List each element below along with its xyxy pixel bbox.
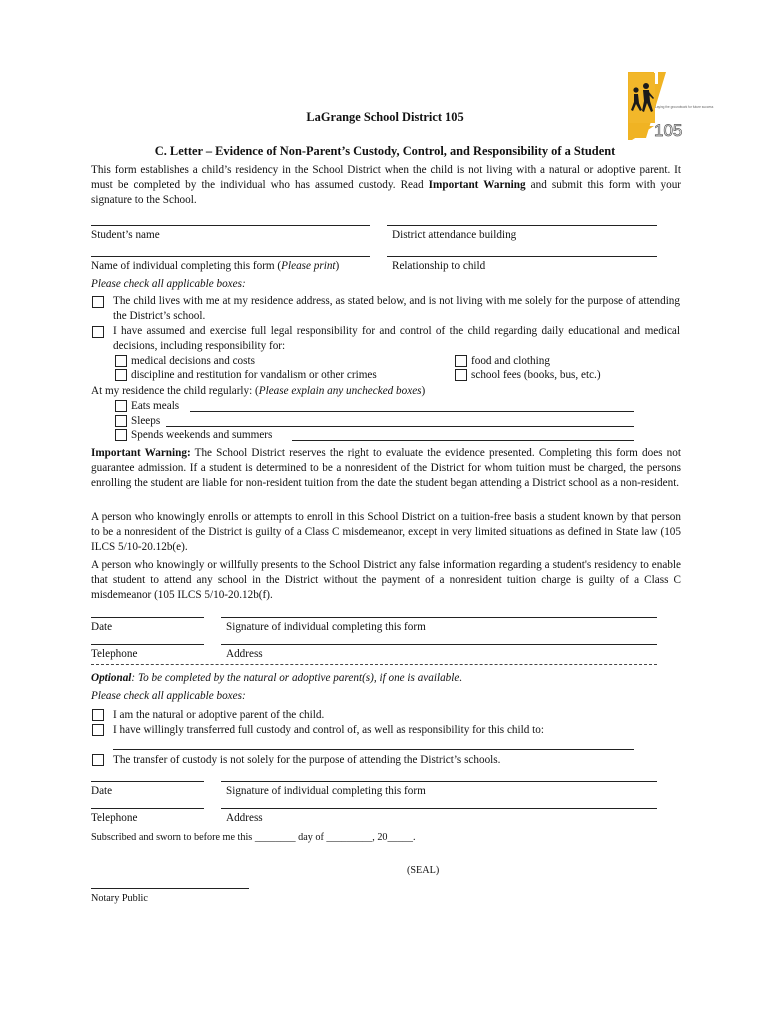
- sleeps-line[interactable]: [166, 426, 634, 427]
- eats-checkbox[interactable]: [115, 400, 127, 412]
- discipline-checkbox[interactable]: [115, 369, 127, 381]
- not-solely-checkbox[interactable]: [92, 754, 104, 766]
- sworn-statement: Subscribed and sworn to before me this ________ day of _________, 20_____.: [91, 832, 416, 843]
- logo-tagline: Laying the groundwork for future success: [655, 105, 714, 109]
- natural-parent-label: I am the natural or adoptive parent of the child.: [113, 709, 325, 721]
- food-checkbox[interactable]: [455, 355, 467, 367]
- district-logo: [624, 70, 714, 142]
- telephone-label-1: Telephone: [91, 648, 138, 660]
- relationship-line[interactable]: [387, 256, 657, 257]
- section-divider: [91, 664, 657, 665]
- date-label-2: Date: [91, 785, 113, 797]
- important-warning-label: Important Warning:: [91, 447, 191, 459]
- eats-label: Eats meals: [131, 400, 180, 412]
- optional-check-all: Please check all applicable boxes:: [91, 690, 246, 702]
- address-line-2[interactable]: [221, 808, 657, 809]
- telephone-label-2: Telephone: [91, 812, 138, 824]
- transferred-custody-label: I have willingly transferred full custody and control of, as well as responsibility for this child to:: [113, 724, 544, 736]
- optional-label: Optional: [91, 672, 132, 684]
- weekends-line[interactable]: [292, 440, 634, 441]
- notary-signature-line[interactable]: [91, 888, 249, 889]
- student-name-label: Student’s name: [91, 229, 160, 241]
- weekends-label: Spends weekends and summers: [131, 429, 273, 441]
- district-building-line[interactable]: [387, 225, 657, 226]
- transferred-custody-checkbox[interactable]: [92, 724, 104, 736]
- signature-line-1[interactable]: [221, 617, 657, 618]
- check-all-heading: Please check all applicable boxes:: [91, 278, 246, 290]
- intro-paragraph: This form establishes a child’s residency in the School District when the child is not living with a natural or adoptive parent. It must be completed by the individual who has assumed custody. Read Important Warning and submit this form with your signature to the School.: [91, 164, 682, 206]
- completer-name-label: Name of individual completing this form (Please print): [91, 260, 340, 272]
- lives-with-me-text: The child lives with me at my residence address, as stated below, and is not living with me solely for the purpose of attending the District’s school.: [113, 295, 680, 322]
- logo-number: 105: [654, 121, 683, 140]
- sleeps-checkbox[interactable]: [115, 415, 127, 427]
- address-label-2: Address: [226, 812, 263, 824]
- telephone-line-1[interactable]: [91, 644, 204, 645]
- school-crossing-logo-icon: [624, 70, 714, 142]
- address-line-1[interactable]: [221, 644, 657, 645]
- medical-label: medical decisions and costs: [131, 355, 255, 367]
- enrollment-paragraph: A person who knowingly enrolls or attempts to enroll in this School District on a tuition-free basis a student known by that person to be a nonresident of the District is guilty of a Class C misdemeanor, except in very limited situations as defined in State law (105 ILCS 5/10-20.12b(e).: [91, 511, 681, 553]
- responsibility-checkbox[interactable]: [92, 326, 104, 338]
- fees-checkbox[interactable]: [455, 369, 467, 381]
- signature-label-2: Signature of individual completing this form: [226, 785, 426, 797]
- date-line-2[interactable]: [91, 781, 204, 782]
- fees-label: school fees (books, bus, etc.): [471, 369, 601, 381]
- responsibility-text: I have assumed and exercise full legal responsibility for and control of the child regarding daily educational and medical decisions, including responsibility for:: [113, 325, 680, 352]
- student-name-line[interactable]: [91, 225, 370, 226]
- form-title: C. Letter – Evidence of Non-Parent’s Custody, Control, and Responsibility of a Student: [154, 144, 616, 158]
- lives-with-me-checkbox[interactable]: [92, 296, 104, 308]
- natural-parent-checkbox[interactable]: [92, 709, 104, 721]
- date-line-1[interactable]: [91, 617, 204, 618]
- district-building-label: District attendance building: [392, 229, 517, 241]
- not-solely-label: The transfer of custody is not solely for the purpose of attending the District’s schools.: [113, 754, 501, 766]
- weekends-checkbox[interactable]: [115, 429, 127, 441]
- signature-label-1: Signature of individual completing this form: [226, 621, 426, 633]
- food-label: food and clothing: [471, 355, 550, 367]
- address-label-1: Address: [226, 648, 263, 660]
- date-label-1: Date: [91, 621, 113, 633]
- optional-heading: Optional: To be completed by the natural or adoptive parent(s), if one is available.: [91, 672, 463, 684]
- seal-label: (SEAL): [407, 865, 440, 876]
- notary-public-label: Notary Public: [91, 893, 148, 904]
- completer-name-line[interactable]: [91, 256, 370, 257]
- discipline-label: discipline and restitution for vandalism or other crimes: [131, 369, 377, 381]
- signature-line-2[interactable]: [221, 781, 657, 782]
- eats-line[interactable]: [190, 411, 634, 412]
- telephone-line-2[interactable]: [91, 808, 204, 809]
- medical-checkbox[interactable]: [115, 355, 127, 367]
- transferee-line[interactable]: [113, 749, 634, 750]
- district-title: LaGrange School District 105: [306, 110, 464, 124]
- important-warning-paragraph: Important Warning: The School District reserves the right to evaluate the evidence presented. Completing this form does not guarantee admission. If a student is determined to be a nonresident of the District for whom tuition must be charged, the persons enrolling the student are liable for non-resident tuition from the date the student began attending a District school as a non-resident.: [91, 447, 681, 489]
- relationship-label: Relationship to child: [392, 260, 486, 272]
- warning-reference: Important Warning: [428, 179, 526, 191]
- residence-heading: At my residence the child regularly: (Please explain any unchecked boxes): [91, 385, 426, 397]
- false-info-paragraph: A person who knowingly or willfully presents to the School District any false information regarding a student's residency to enable that student to attend any school in the District without the payment of a nonresident tuition charge is guilty of a Class C misdemeanor (105 ILCS 5/10-20.12b(f).: [91, 559, 681, 601]
- sleeps-label: Sleeps: [131, 415, 161, 427]
